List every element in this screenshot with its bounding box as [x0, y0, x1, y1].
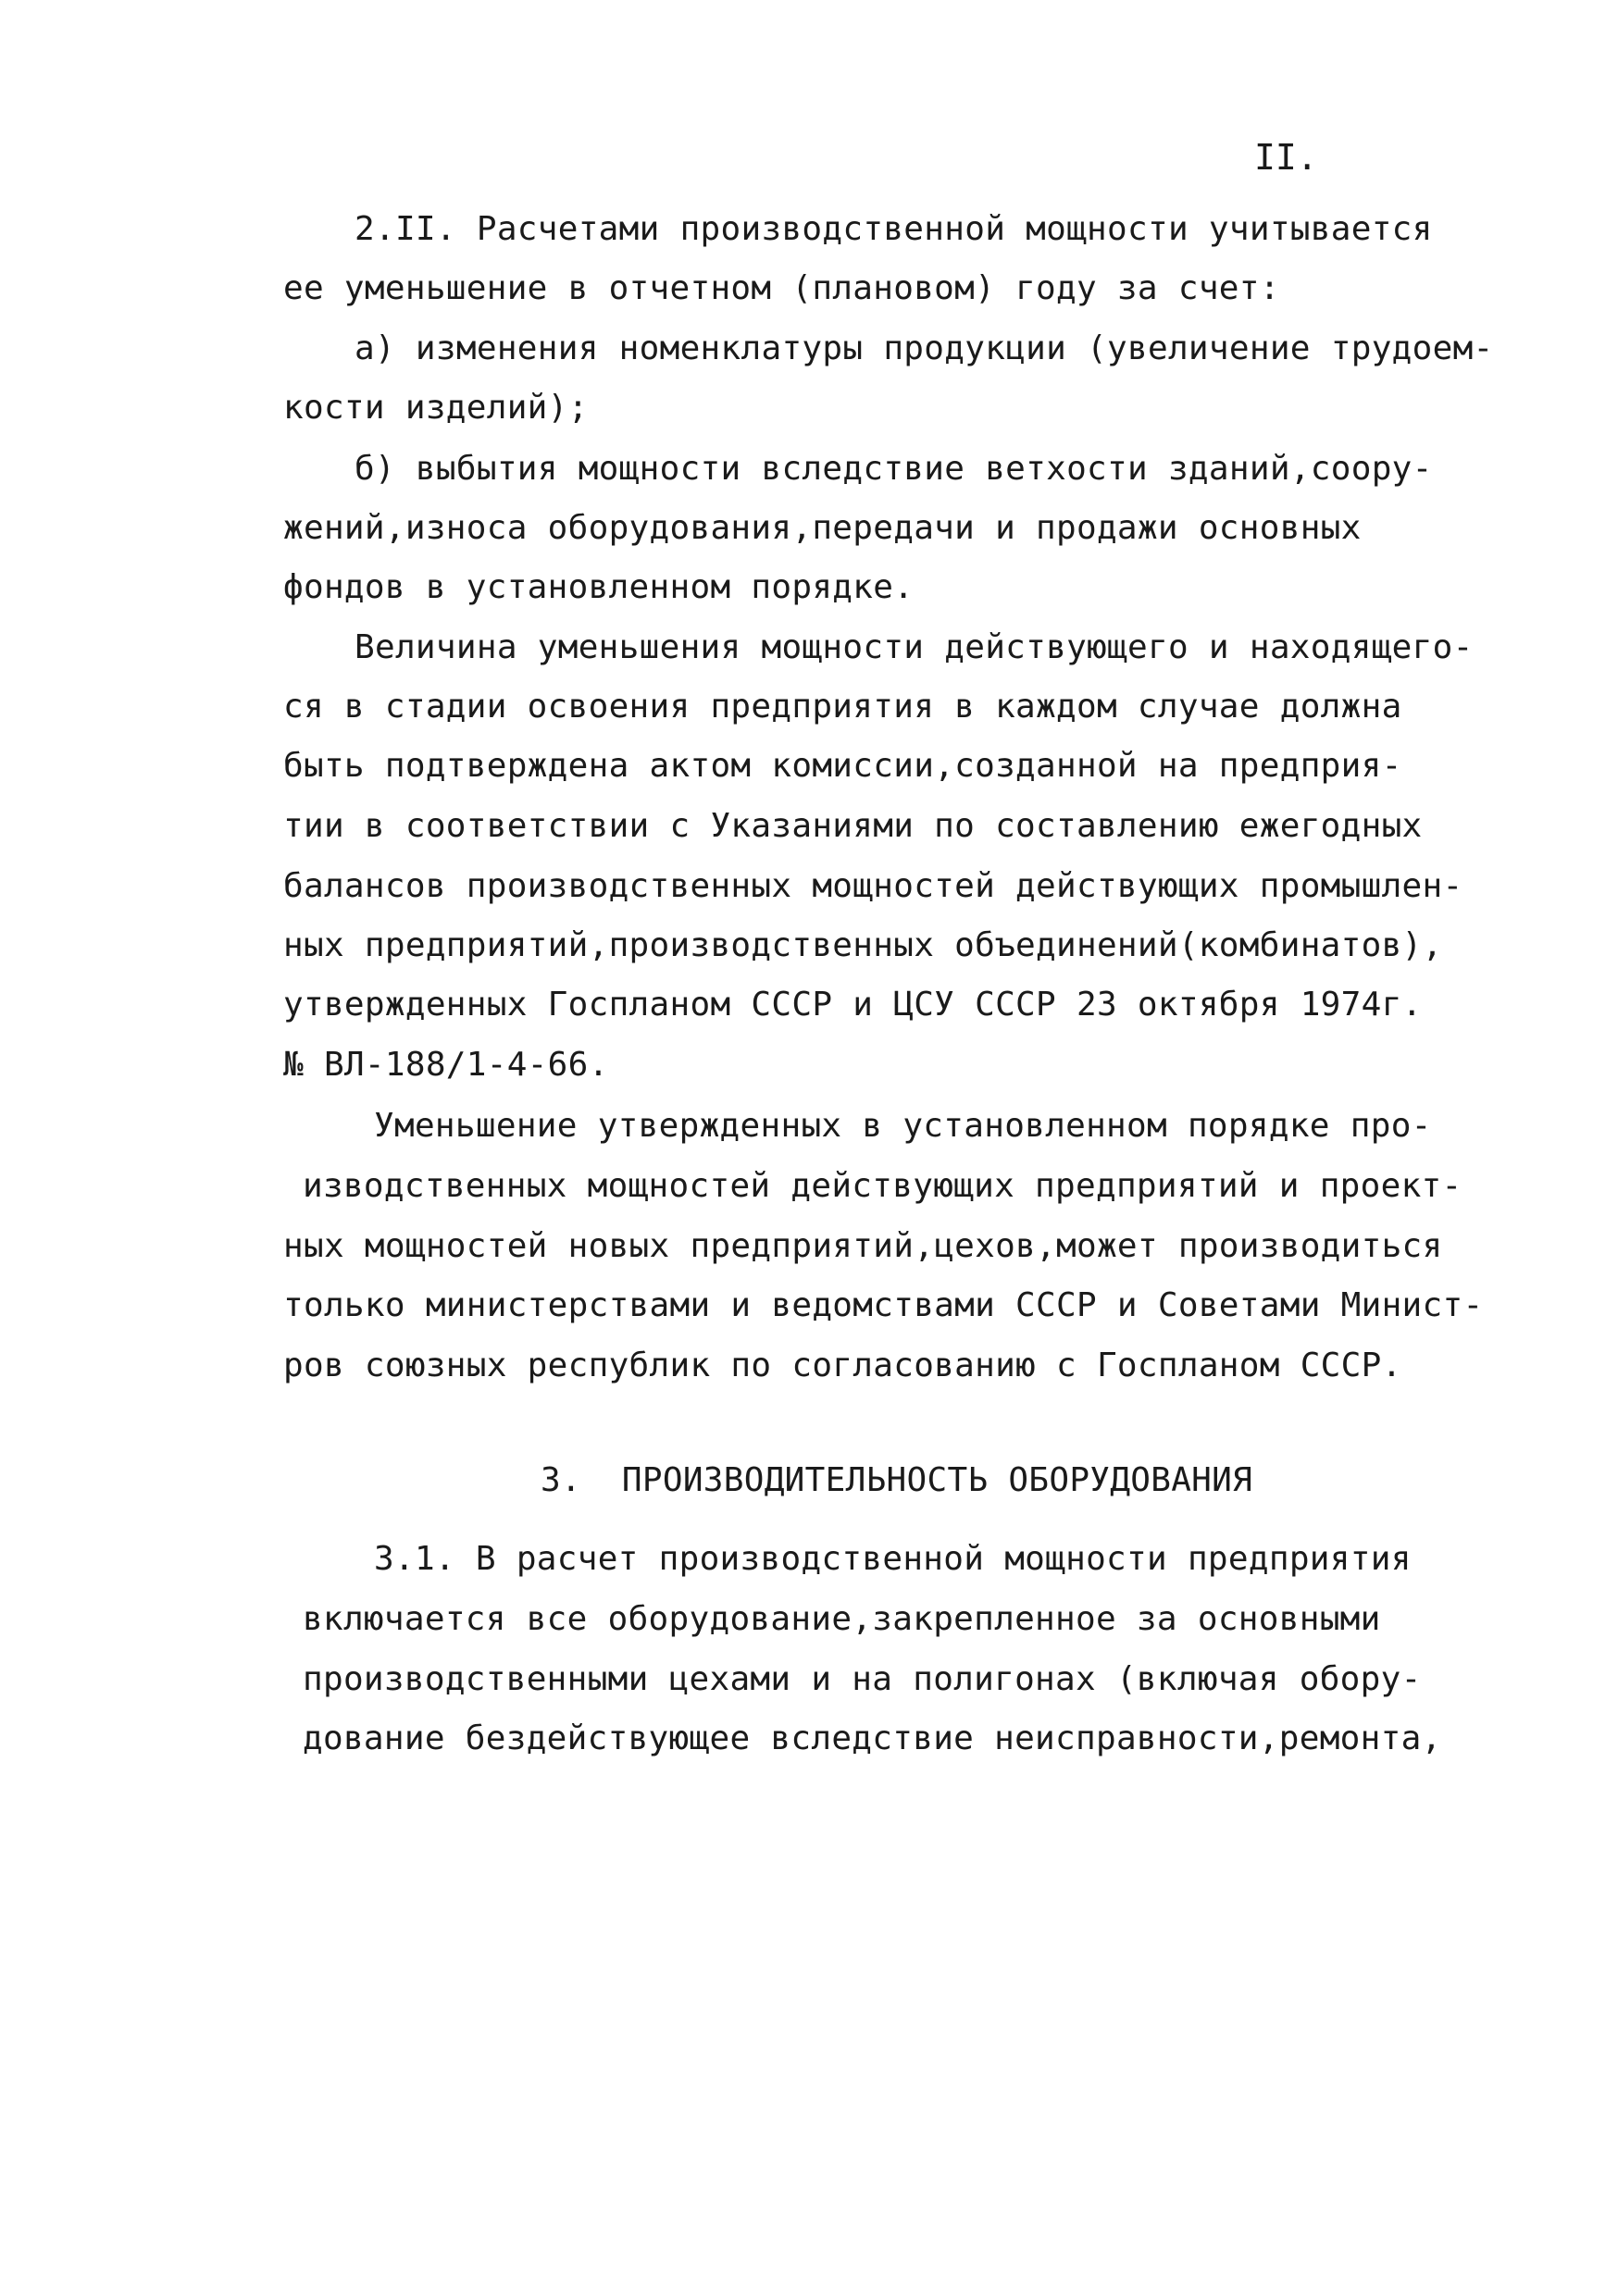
text-line: фондов в установленном порядке.	[283, 568, 915, 606]
text-line: только министерствами и ведомствами СССР и Советами Минист-	[283, 1286, 1484, 1324]
text-line: кости изделий);	[283, 389, 589, 427]
text-line: 2.II. Расчетами производственной мощности учитывается	[355, 210, 1433, 248]
text-line: № ВЛ-188/1-4-66.	[283, 1046, 609, 1084]
text-line: тии в соответствии с Указаниями по составлению ежегодных	[283, 807, 1423, 845]
text-line: утвержденных Госпланом СССР и ЦСУ СССР 23 октября 1974г.	[283, 986, 1423, 1024]
text-line: ся в стадии освоения предприятия в каждом случае должна	[283, 688, 1402, 726]
text-line: ных предприятий,производственных объединений(комбинатов),	[283, 926, 1443, 964]
text-line: балансов производственных мощностей действующих промышлен-	[283, 867, 1463, 905]
text-line: ных мощностей новых предприятий,цехов,может производиться	[283, 1227, 1443, 1265]
text-line: включается все оборудование,закрепленное за основными	[303, 1600, 1381, 1638]
text-line: изводственных мощностей действующих предприятий и проект-	[303, 1167, 1462, 1205]
text-line: а) изменения номенклатуры продукции (увеличение трудоем-	[355, 329, 1494, 367]
page-number: II.	[1254, 137, 1318, 178]
text-line: ее уменьшение в отчетном (плановом) году за счет:	[283, 269, 1280, 307]
text-line: быть подтверждена актом комиссии,созданной на предприя-	[283, 747, 1402, 785]
text-line: производственными цехами и на полигонах (включая обору-	[303, 1660, 1422, 1698]
text-line: б) выбытия мощности вследствие ветхости зданий,соору-	[355, 450, 1433, 488]
text-line: жений,износа оборудования,передачи и продажи основных	[283, 509, 1362, 547]
text-line: дование бездействующее вследствие неисправности,ремонта,	[303, 1719, 1442, 1757]
section-heading: 3. ПРОИЗВОДИТЕЛЬНОСТЬ ОБОРУДОВАНИЯ	[541, 1461, 1253, 1499]
text-line: Уменьшение утвержденных в установленном порядке про-	[374, 1107, 1432, 1145]
text-line: Величина уменьшения мощности действующего и находящего-	[355, 628, 1474, 666]
text-line: ров союзных республик по согласованию с Госпланом СССР.	[283, 1347, 1402, 1384]
text-line: 3.1. В расчет производственной мощности предприятия	[374, 1540, 1412, 1578]
